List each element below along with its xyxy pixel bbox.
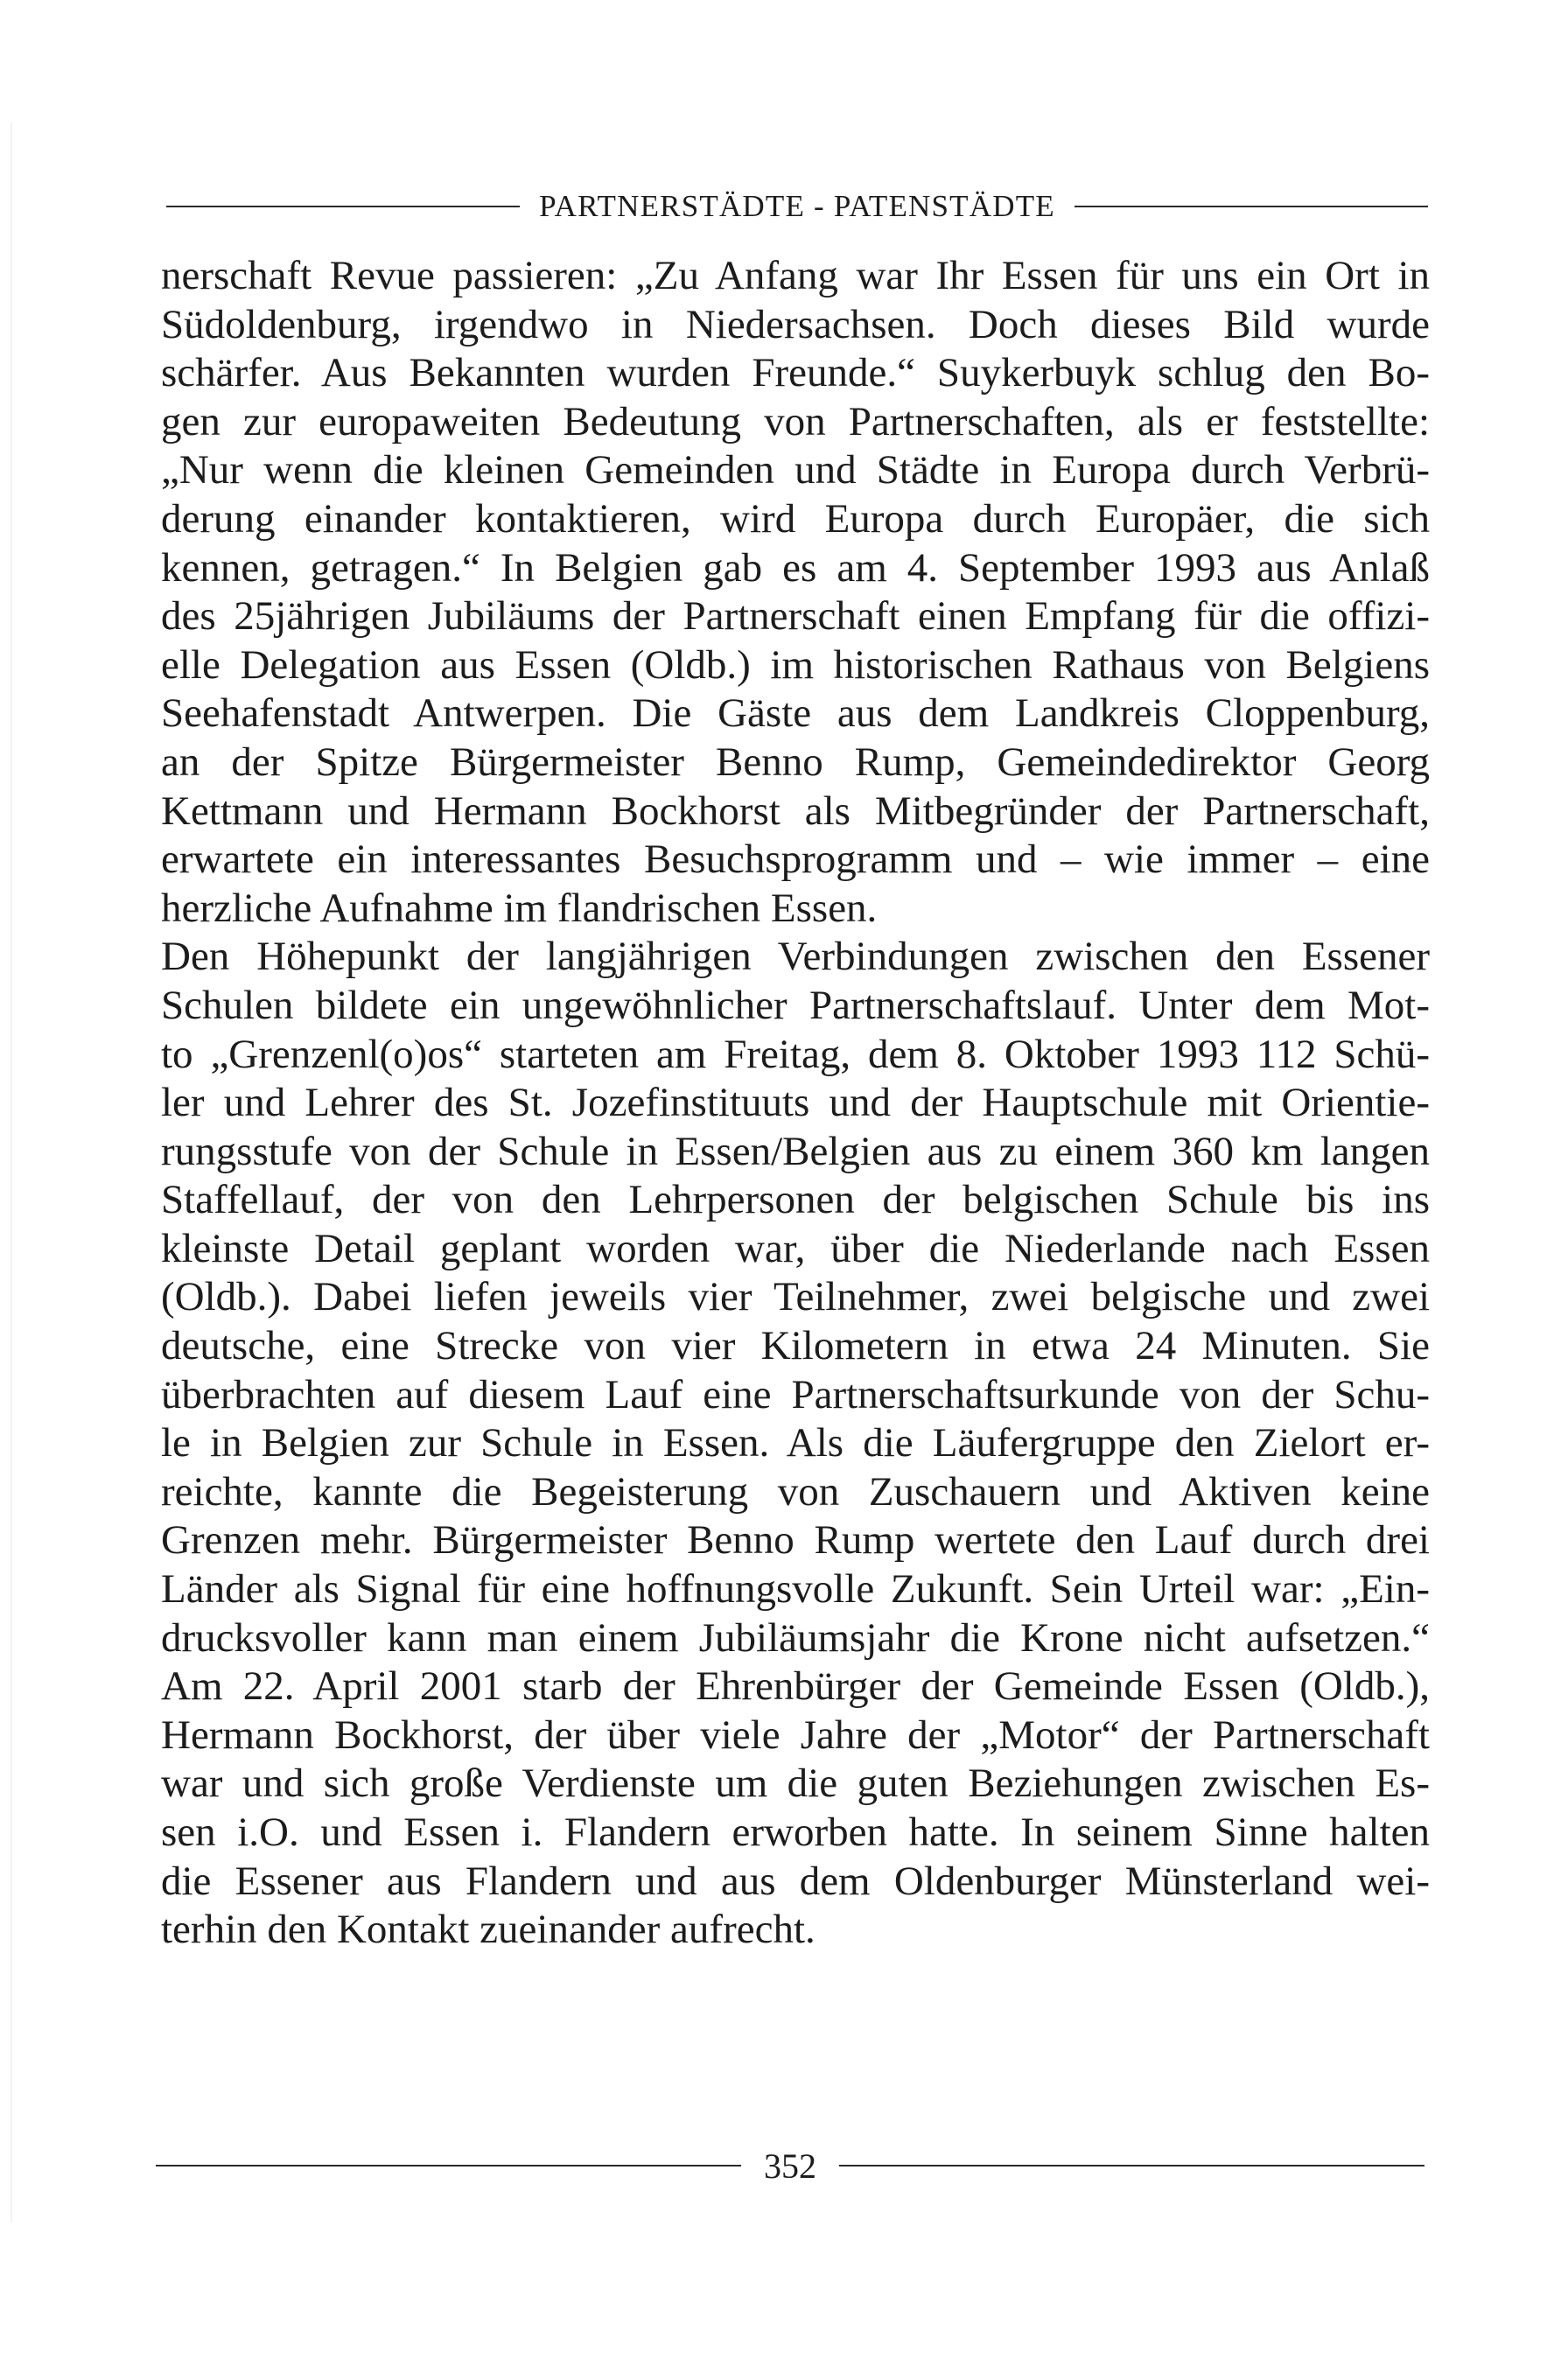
text-line: deutsche, eine Strecke von vier Kilometern in etwa 24 Minuten. Sie (161, 1323, 1430, 1369)
footer-rule-right (839, 2165, 1424, 2166)
text-line: elle Delegation aus Essen (Oldb.) im historischen Rathaus von Belgiens (161, 641, 1430, 688)
text-line: Seehafenstadt Antwerpen. Die Gäste aus dem Landkreis Cloppenburg, (161, 690, 1430, 737)
text-line: des 25jährigen Jubiläums der Partnerschaft einen Empfang für die offizi- (161, 593, 1430, 640)
text-line: Kettmann und Hermann Bockhorst als Mitbegründer der Partnerschaft, (161, 788, 1430, 834)
text-line: sen i.O. und Essen i. Flandern erworben hatte. In seinem Sinne halten (161, 1810, 1430, 1855)
text-line: Südoldenburg, irgendwo in Niedersachsen. Doch dieses Bild wurde (161, 301, 1430, 347)
text-line: kennen, getragen.“ In Belgien gab es am 4. September 1993 aus Anlaß (161, 544, 1430, 591)
text-line: gen zur europaweiten Bedeutung von Partnerschaften, als er feststellte: (161, 398, 1430, 444)
running-header (166, 187, 1428, 226)
text-line: to „Grenzenl(o)os“ starteten am Freitag, dem 8. Oktober 1993 112 Schü- (161, 1031, 1430, 1077)
text-line: (Oldb.). Dabei liefen jeweils vier Teilnehmer, zwei belgische und zwei (161, 1274, 1430, 1320)
text-line: „Nur wenn die kleinen Gemeinden und Städte in Europa durch Verbrü- (161, 447, 1430, 494)
text-line: nerschaft Revue passieren: „Zu Anfang war Ihr Essen für uns ein Ort in (161, 253, 1430, 298)
header-rule-left (166, 206, 520, 207)
paragraph-end-line: terhin den Kontakt zueinander aufrecht. (161, 1907, 816, 1953)
text-line: le in Belgien zur Schule in Essen. Als die Läufergruppe den Zielort er- (161, 1420, 1430, 1466)
page-number: 352 (764, 2146, 816, 2186)
text-line: an der Spitze Bürgermeister Benno Rump, Gemeindedirektor Georg (161, 738, 1430, 785)
header-rule-right (1074, 206, 1428, 207)
text-line: rungsstufe von der Schule in Essen/Belgien aus zu einem 360 km langen (161, 1128, 1430, 1174)
text-line: Am 22. April 2001 starb der Ehrenbürger der Gemeinde Essen (Oldb.), (161, 1663, 1430, 1710)
body-text (161, 252, 1430, 1955)
text-line: drucksvoller kann man einem Jubiläumsjahr die Krone nicht aufsetzen.“ (161, 1614, 1430, 1661)
text-line: erwartete ein interessantes Besuchsprogramm und – wie immer – eine (161, 836, 1430, 883)
text-line: reichte, kannte die Begeisterung von Zuschauern und Aktiven keine (161, 1468, 1430, 1515)
footer-rule-left (156, 2165, 741, 2166)
paragraph-end-line: herzliche Aufnahme im flandrischen Essen. (161, 885, 878, 931)
text-line: Grenzen mehr. Bürgermeister Benno Rump wertete den Lauf durch drei (161, 1517, 1430, 1564)
text-line: kleinste Detail geplant worden war, über die Niederlande nach Essen (161, 1225, 1430, 1271)
text-line: Hermann Bockhorst, der über viele Jahre der „Motor“ der Partnerschaft (161, 1712, 1430, 1758)
text-line: Den Höhepunkt der langjährigen Verbindungen zwischen den Essener (161, 934, 1430, 980)
text-line: ler und Lehrer des St. Jozefinstituuts und der Hauptschule mit Orientie- (161, 1080, 1430, 1126)
text-line: Länder als Signal für eine hoffnungsvolle Zukunft. Sein Urteil war: „Ein- (161, 1566, 1430, 1613)
text-line: Schulen bildete ein ungewöhnlicher Partnerschaftslauf. Unter dem Mot- (161, 982, 1430, 1028)
text-line: war und sich große Verdienste um die guten Beziehungen zwischen Es- (161, 1760, 1430, 1807)
running-title: PARTNERSTÄDTE - PATENSTÄDTE (539, 189, 1055, 223)
text-line: Staffellauf, der von den Lehrpersonen der belgischen Schule bis ins (161, 1177, 1430, 1223)
text-line: derung einander kontaktieren, wird Europa durch Europäer, die sich (161, 495, 1430, 542)
page-edge (10, 122, 12, 2222)
text-line: die Essener aus Flandern und aus dem Oldenburger Münsterland wei- (161, 1858, 1430, 1904)
text-line: schärfer. Aus Bekannten wurden Freunde.“ Suykerbuyk schlug den Bo- (161, 350, 1430, 396)
page-footer (156, 2144, 1424, 2188)
text-line: überbrachten auf diesem Lauf eine Partnerschaftsurkunde von der Schu- (161, 1371, 1430, 1418)
